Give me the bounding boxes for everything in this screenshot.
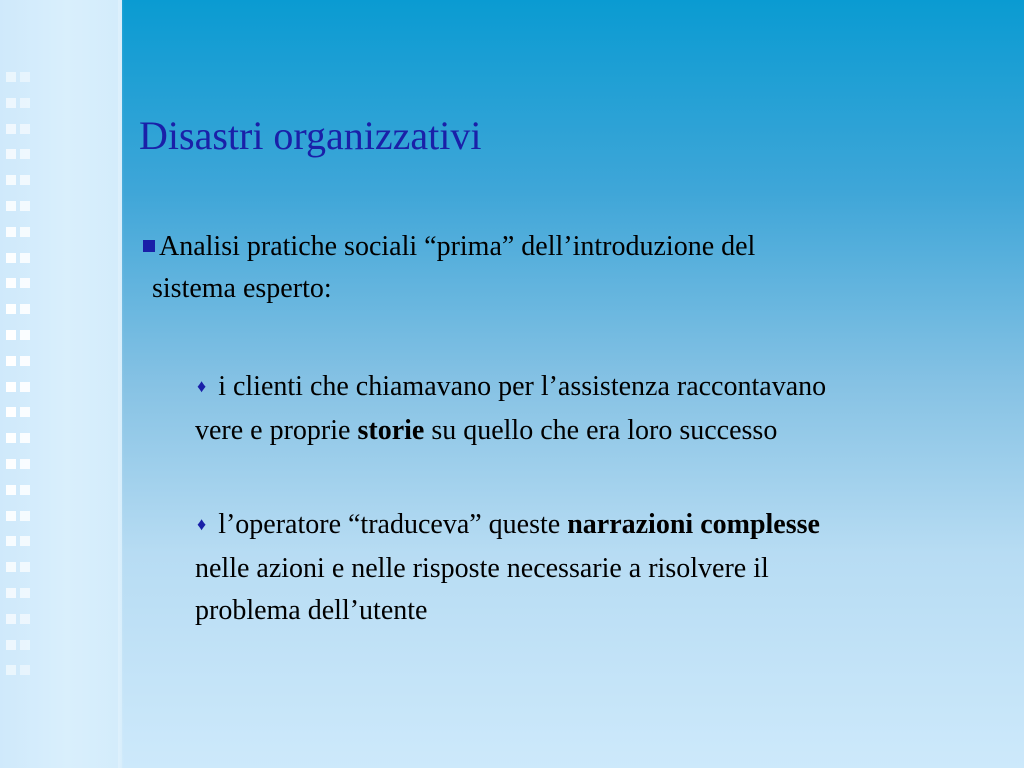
sub-1-bold-word: storie [357,415,425,446]
decorative-square [20,433,30,443]
decorative-square [20,278,30,288]
decorative-square [20,356,30,366]
decorative-square [20,304,30,314]
decorative-sidebar [0,0,122,768]
decorative-square [6,304,16,314]
decorative-square [6,201,16,211]
sub-2-line-3: problema dell’utente [195,595,428,626]
decorative-square [6,72,16,82]
sidebar-edge [118,0,124,768]
decorative-square [6,253,16,263]
sub-1-line-1: i clienti che chiamavano per l’assistenza raccontavano [218,371,827,402]
decorative-squares [6,72,30,692]
decorative-square [6,149,16,159]
decorative-square [20,562,30,572]
decorative-square [20,485,30,495]
bullet-1-line-1: Analisi pratiche sociali “prima” dell’introduzione del [159,231,756,262]
sub-1-line-2-pre: vere e proprie [195,415,358,446]
decorative-square [20,588,30,598]
decorative-square [20,459,30,469]
decorative-square [20,227,30,237]
decorative-square [6,614,16,624]
decorative-square [6,382,16,392]
sub-1-line-2-post: su quello che era loro successo [424,415,778,446]
decorative-square [20,407,30,417]
decorative-square [6,588,16,598]
decorative-square [20,149,30,159]
decorative-square [20,72,30,82]
decorative-square [6,124,16,134]
slide-title: Disastri organizzativi [139,113,482,158]
decorative-square [6,278,16,288]
decorative-square [20,536,30,546]
decorative-square [6,175,16,185]
square-bullet-icon [143,240,155,252]
sub-2-line-2: nelle azioni e nelle risposte necessarie a risolvere il [195,553,769,584]
decorative-square [20,511,30,521]
sub-2-bold-phrase: narrazioni complesse [567,509,820,540]
decorative-square [20,98,30,108]
decorative-square [6,562,16,572]
decorative-square [20,253,30,263]
diamond-bullet-icon: ♦ [197,376,207,396]
decorative-square [6,98,16,108]
decorative-square [6,330,16,340]
decorative-square [6,536,16,546]
decorative-square [6,485,16,495]
bullet-item-1 [143,226,973,310]
decorative-square [6,665,16,675]
decorative-square [20,175,30,185]
decorative-square [6,459,16,469]
decorative-square [20,665,30,675]
decorative-square [20,330,30,340]
bullet-1-line-2: sistema esperto: [152,273,332,304]
decorative-square [6,640,16,650]
sub-2-line-1-pre: l’operatore “traduceva” queste [218,509,568,540]
sub-bullet-item-1 [195,366,995,452]
decorative-square [6,433,16,443]
decorative-square [20,124,30,134]
decorative-square [6,227,16,237]
decorative-square [20,201,30,211]
decorative-square [6,407,16,417]
sub-bullet-item-2 [195,504,995,632]
diamond-bullet-icon: ♦ [197,514,207,534]
decorative-square [20,382,30,392]
decorative-square [6,356,16,366]
decorative-square [20,614,30,624]
decorative-square [20,640,30,650]
decorative-square [6,511,16,521]
